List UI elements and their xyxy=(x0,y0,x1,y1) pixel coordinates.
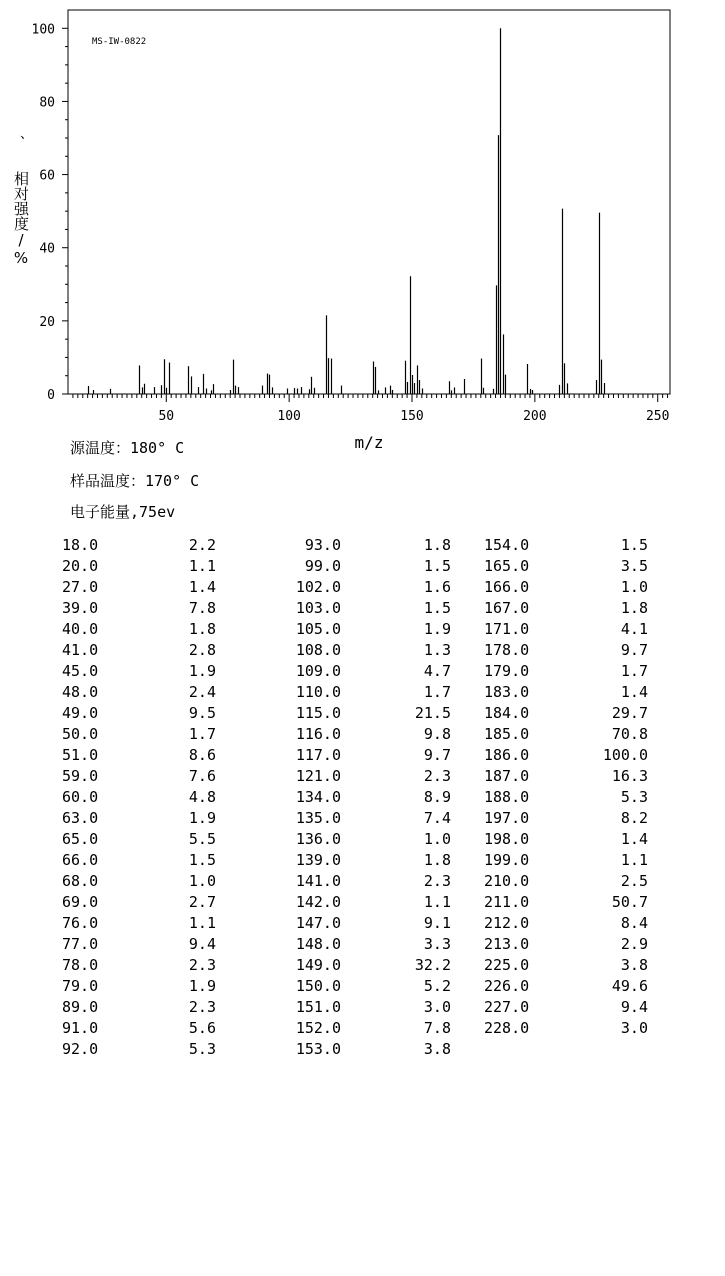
peak-mz-value: 171.0 xyxy=(484,620,530,638)
peak-table-row xyxy=(62,892,216,913)
peak-table-row xyxy=(62,1018,216,1039)
peak-intensity-value: 1.1 xyxy=(188,557,216,575)
peak-intensity-value: 9.5 xyxy=(188,704,216,722)
peak-table-row xyxy=(62,598,216,619)
peak-mz-value: 117.0 xyxy=(295,746,341,764)
peak-mz-value: 142.0 xyxy=(295,893,341,911)
peak-mz-value: 78.0 xyxy=(62,956,99,974)
peak-table-column-3 xyxy=(484,535,648,1039)
peak-intensity-value: 1.9 xyxy=(423,620,451,638)
peak-table-row xyxy=(285,619,451,640)
peak-table-row xyxy=(62,535,216,556)
peak-mz-value: 79.0 xyxy=(62,977,99,995)
peak-intensity-value: 2.4 xyxy=(188,683,216,701)
x-tick-label: 50 xyxy=(158,409,175,424)
peak-mz-value: 183.0 xyxy=(484,683,530,701)
peak-table-row xyxy=(484,535,648,556)
peak-mz-value: 66.0 xyxy=(62,851,99,869)
peak-intensity-value: 49.6 xyxy=(611,977,648,995)
sample-code-label: MS-IW-0822 xyxy=(92,37,147,47)
y-tick-label: 100 xyxy=(31,22,55,38)
peak-intensity-value: 3.8 xyxy=(423,1040,451,1058)
peak-table-row xyxy=(484,955,648,976)
peak-table-row xyxy=(62,955,216,976)
peak-mz-value: 134.0 xyxy=(295,788,341,806)
peak-mz-value: 228.0 xyxy=(484,1019,530,1037)
peak-table-row xyxy=(62,661,216,682)
sample-temperature: 样品温度：170° C xyxy=(70,472,200,490)
x-minor-ticks xyxy=(73,394,668,398)
peak-table-row xyxy=(62,997,216,1018)
peak-mz-value: 147.0 xyxy=(295,914,341,932)
peak-intensity-value: 2.2 xyxy=(188,536,216,554)
y-axis-label-mark: 、 xyxy=(20,127,34,142)
peak-mz-value: 179.0 xyxy=(484,662,530,680)
peak-intensity-value: 1.1 xyxy=(423,893,451,911)
peak-table-row xyxy=(285,577,451,598)
peak-mz-value: 108.0 xyxy=(295,641,341,659)
peak-table-row xyxy=(62,724,216,745)
y-axis-label: 相对强度/% xyxy=(12,171,30,267)
y-tick-label: 80 xyxy=(39,95,55,111)
peak-table-row xyxy=(484,556,648,577)
peak-mz-value: 69.0 xyxy=(62,893,99,911)
peak-table-row xyxy=(285,997,451,1018)
x-tick-label: 250 xyxy=(645,409,670,424)
peak-table-row xyxy=(62,577,216,598)
peak-intensity-value: 9.7 xyxy=(620,641,648,659)
peak-table-row xyxy=(62,556,216,577)
peak-mz-value: 91.0 xyxy=(62,1019,99,1037)
peak-mz-value: 212.0 xyxy=(484,914,530,932)
peak-mz-value: 185.0 xyxy=(484,725,530,743)
peak-mz-value: 165.0 xyxy=(484,557,530,575)
peak-table-row xyxy=(62,808,216,829)
x-tick-label: 200 xyxy=(523,409,547,424)
y-tick-label: 20 xyxy=(39,314,55,330)
peak-intensity-value: 9.4 xyxy=(188,935,216,953)
peak-intensity-value: 1.0 xyxy=(188,872,216,890)
peak-intensity-value: 2.3 xyxy=(423,767,451,785)
peak-table-row xyxy=(285,829,451,850)
peak-mz-value: 77.0 xyxy=(62,935,99,953)
peak-intensity-value: 3.3 xyxy=(423,935,451,953)
peak-table-row xyxy=(484,682,648,703)
peak-mz-value: 65.0 xyxy=(62,830,99,848)
peak-table-row xyxy=(62,976,216,997)
peak-intensity-value: 8.4 xyxy=(620,914,648,932)
peak-mz-value: 60.0 xyxy=(62,788,99,806)
peak-table-row xyxy=(484,934,648,955)
peak-table-row xyxy=(285,640,451,661)
peak-intensity-value: 1.7 xyxy=(188,725,216,743)
peak-intensity-value: 2.5 xyxy=(620,872,648,890)
peak-mz-value: 148.0 xyxy=(295,935,341,953)
peak-table-row xyxy=(285,745,451,766)
peak-mz-value: 45.0 xyxy=(62,662,99,680)
peak-mz-value: 213.0 xyxy=(484,935,530,953)
peak-intensity-value: 1.8 xyxy=(188,620,216,638)
peak-mz-value: 20.0 xyxy=(62,557,99,575)
peak-intensity-value: 1.3 xyxy=(423,641,451,659)
peak-mz-value: 141.0 xyxy=(295,872,341,890)
peak-intensity-value: 7.4 xyxy=(423,809,451,827)
peak-intensity-value: 7.8 xyxy=(423,1019,451,1037)
peak-intensity-value: 3.8 xyxy=(620,956,648,974)
peak-intensity-value: 8.6 xyxy=(188,746,216,764)
peak-intensity-value: 1.5 xyxy=(423,557,451,575)
peak-mz-value: 136.0 xyxy=(295,830,341,848)
peak-table-row xyxy=(62,766,216,787)
peak-table-row xyxy=(62,640,216,661)
peak-mz-value: 198.0 xyxy=(484,830,530,848)
peak-mz-value: 184.0 xyxy=(484,704,530,722)
peak-intensity-value: 7.6 xyxy=(188,767,216,785)
peak-mz-value: 93.0 xyxy=(304,536,341,554)
peak-table-row xyxy=(484,1018,648,1039)
peak-intensity-value: 5.3 xyxy=(620,788,648,806)
peak-table-row xyxy=(484,892,648,913)
peak-table-column-2 xyxy=(285,535,451,1060)
peak-mz-value: 135.0 xyxy=(295,809,341,827)
peak-table-row xyxy=(484,577,648,598)
peak-intensity-value: 1.4 xyxy=(620,683,648,701)
peak-table-row xyxy=(484,619,648,640)
peak-mz-value: 150.0 xyxy=(295,977,341,995)
peak-table-row xyxy=(484,871,648,892)
x-tick-label: 150 xyxy=(400,409,424,424)
peak-table-row xyxy=(62,682,216,703)
peak-intensity-value: 2.8 xyxy=(188,641,216,659)
peak-table-row xyxy=(484,829,648,850)
x-axis-label: m/z xyxy=(354,433,384,452)
peak-mz-value: 39.0 xyxy=(62,599,99,617)
peak-mz-value: 89.0 xyxy=(62,998,99,1016)
peak-table-row xyxy=(484,766,648,787)
peak-mz-value: 178.0 xyxy=(484,641,530,659)
peak-table-row xyxy=(285,598,451,619)
peak-table-row xyxy=(484,850,648,871)
peak-mz-value: 153.0 xyxy=(295,1040,341,1058)
peak-table-row xyxy=(285,850,451,871)
peak-intensity-value: 1.5 xyxy=(188,851,216,869)
peak-mz-value: 154.0 xyxy=(484,536,530,554)
peak-intensity-value: 9.8 xyxy=(423,725,451,743)
peak-intensity-value: 3.5 xyxy=(620,557,648,575)
peak-intensity-value: 1.7 xyxy=(423,683,451,701)
peak-table-row xyxy=(285,1039,451,1060)
peak-mz-value: 151.0 xyxy=(295,998,341,1016)
peak-intensity-value: 4.8 xyxy=(188,788,216,806)
peak-table-row xyxy=(285,871,451,892)
peak-mz-value: 199.0 xyxy=(484,851,530,869)
peak-mz-value: 40.0 xyxy=(62,620,99,638)
peak-intensity-value: 1.9 xyxy=(188,977,216,995)
plot-frame xyxy=(68,10,670,394)
peak-intensity-value: 8.9 xyxy=(423,788,451,806)
peak-mz-value: 188.0 xyxy=(484,788,530,806)
peak-intensity-value: 1.9 xyxy=(188,809,216,827)
peak-intensity-value: 1.5 xyxy=(620,536,648,554)
peak-mz-value: 99.0 xyxy=(304,557,341,575)
peak-table-row xyxy=(62,745,216,766)
peak-intensity-value: 1.1 xyxy=(188,914,216,932)
peak-intensity-value: 7.8 xyxy=(188,599,216,617)
peak-mz-value: 18.0 xyxy=(62,536,99,554)
peak-intensity-value: 5.3 xyxy=(188,1040,216,1058)
peak-mz-value: 211.0 xyxy=(484,893,530,911)
peak-mz-value: 68.0 xyxy=(62,872,99,890)
peak-mz-value: 187.0 xyxy=(484,767,530,785)
peak-mz-value: 167.0 xyxy=(484,599,530,617)
peak-intensity-value: 1.8 xyxy=(620,599,648,617)
peak-intensity-value: 1.8 xyxy=(423,536,451,554)
peak-table-row xyxy=(285,1018,451,1039)
peak-mz-value: 49.0 xyxy=(62,704,99,722)
electron-energy: 电子能量,75ev xyxy=(70,503,176,521)
peak-intensity-value: 8.2 xyxy=(620,809,648,827)
peak-table-row xyxy=(285,535,451,556)
source-temperature: 源温度：180° C xyxy=(70,439,185,457)
peak-mz-value: 152.0 xyxy=(295,1019,341,1037)
peak-intensity-value: 1.4 xyxy=(620,830,648,848)
peak-mz-value: 226.0 xyxy=(484,977,530,995)
peak-table-row xyxy=(62,829,216,850)
peak-mz-value: 59.0 xyxy=(62,767,99,785)
peak-table-row xyxy=(285,703,451,724)
peak-mz-value: 51.0 xyxy=(62,746,99,764)
peak-mz-value: 92.0 xyxy=(62,1040,99,1058)
peak-intensity-value: 2.7 xyxy=(188,893,216,911)
peak-intensity-value: 1.7 xyxy=(620,662,648,680)
peak-mz-value: 227.0 xyxy=(484,998,530,1016)
peak-table-row xyxy=(285,808,451,829)
peak-intensity-value: 1.9 xyxy=(188,662,216,680)
peak-mz-value: 109.0 xyxy=(295,662,341,680)
peak-intensity-value: 2.9 xyxy=(620,935,648,953)
peak-table-row xyxy=(285,661,451,682)
y-tick-label: 60 xyxy=(39,168,55,184)
peak-table-row xyxy=(285,724,451,745)
peak-table-row xyxy=(484,808,648,829)
y-tick-label: 0 xyxy=(47,388,55,403)
peak-table-row xyxy=(285,787,451,808)
x-axis-ticks xyxy=(158,394,669,424)
peak-table-row xyxy=(484,724,648,745)
peak-table-row xyxy=(484,997,648,1018)
peak-mz-value: 115.0 xyxy=(295,704,341,722)
peak-intensity-value: 9.4 xyxy=(620,998,648,1016)
peak-table-row xyxy=(484,661,648,682)
peak-intensity-value: 4.7 xyxy=(423,662,451,680)
peak-table-row xyxy=(484,745,648,766)
peak-intensity-value: 5.6 xyxy=(188,1019,216,1037)
peak-intensity-value: 1.0 xyxy=(620,578,648,596)
peak-mz-value: 121.0 xyxy=(295,767,341,785)
peak-intensity-value: 1.5 xyxy=(423,599,451,617)
peak-mz-value: 41.0 xyxy=(62,641,99,659)
peak-table-row xyxy=(285,766,451,787)
peak-intensity-value: 16.3 xyxy=(611,767,648,785)
peak-table-row xyxy=(285,892,451,913)
peak-intensity-value: 1.1 xyxy=(620,851,648,869)
peak-table-row xyxy=(285,976,451,997)
peak-table-row xyxy=(484,976,648,997)
peak-intensity-value: 2.3 xyxy=(188,998,216,1016)
peak-mz-value: 76.0 xyxy=(62,914,99,932)
peak-mz-value: 166.0 xyxy=(484,578,530,596)
peak-mz-value: 139.0 xyxy=(295,851,341,869)
peak-intensity-value: 9.1 xyxy=(423,914,451,932)
peak-intensity-value: 5.5 xyxy=(188,830,216,848)
peak-intensity-value: 32.2 xyxy=(414,956,451,974)
peak-intensity-value: 29.7 xyxy=(611,704,648,722)
peak-intensity-value: 21.5 xyxy=(414,704,451,722)
peak-mz-value: 63.0 xyxy=(62,809,99,827)
peak-intensity-value: 3.0 xyxy=(423,998,451,1016)
peak-intensity-value: 9.7 xyxy=(423,746,451,764)
peak-intensity-value: 2.3 xyxy=(188,956,216,974)
peak-mz-value: 149.0 xyxy=(295,956,341,974)
peak-mz-value: 225.0 xyxy=(484,956,530,974)
spectrum-peaks xyxy=(89,28,605,394)
peak-mz-value: 50.0 xyxy=(62,725,99,743)
peak-table-row xyxy=(62,619,216,640)
peak-mz-value: 186.0 xyxy=(484,746,530,764)
peak-intensity-value: 70.8 xyxy=(611,725,648,743)
peak-mz-value: 102.0 xyxy=(295,578,341,596)
peak-intensity-value: 1.0 xyxy=(423,830,451,848)
peak-table-row xyxy=(285,556,451,577)
peak-intensity-value: 1.4 xyxy=(188,578,216,596)
peak-table-row xyxy=(484,640,648,661)
peak-table-row xyxy=(285,955,451,976)
peak-table-row xyxy=(62,913,216,934)
peak-intensity-value: 1.6 xyxy=(423,578,451,596)
peak-table-row xyxy=(484,913,648,934)
peak-table-row xyxy=(484,787,648,808)
peak-intensity-value: 3.0 xyxy=(620,1019,648,1037)
peak-table-row xyxy=(484,598,648,619)
peak-table-row xyxy=(62,850,216,871)
peak-mz-value: 116.0 xyxy=(295,725,341,743)
peak-mz-value: 103.0 xyxy=(295,599,341,617)
peak-table-row xyxy=(62,934,216,955)
peak-mz-value: 210.0 xyxy=(484,872,530,890)
y-axis-ticks xyxy=(32,22,68,403)
peak-intensity-value: 100.0 xyxy=(602,746,648,764)
peak-mz-value: 197.0 xyxy=(484,809,530,827)
peak-mz-value: 105.0 xyxy=(295,620,341,638)
peak-table-row xyxy=(62,1039,216,1060)
peak-intensity-value: 2.3 xyxy=(423,872,451,890)
peak-mz-value: 110.0 xyxy=(295,683,341,701)
peak-table-row xyxy=(285,934,451,955)
peak-table-row xyxy=(484,703,648,724)
peak-table-column-1 xyxy=(62,535,216,1060)
peak-intensity-value: 1.8 xyxy=(423,851,451,869)
x-tick-label: 100 xyxy=(277,409,301,424)
mass-spectrum-chart xyxy=(0,0,725,460)
peak-intensity-value: 4.1 xyxy=(620,620,648,638)
peak-table-row xyxy=(62,703,216,724)
peak-mz-value: 48.0 xyxy=(62,683,99,701)
y-tick-label: 40 xyxy=(39,241,55,257)
peak-intensity-value: 5.2 xyxy=(423,977,451,995)
peak-table-row xyxy=(62,787,216,808)
peak-table-row xyxy=(285,913,451,934)
peak-intensity-value: 50.7 xyxy=(611,893,648,911)
peak-mz-value: 27.0 xyxy=(62,578,99,596)
peak-table-row xyxy=(285,682,451,703)
peak-table-row xyxy=(62,871,216,892)
